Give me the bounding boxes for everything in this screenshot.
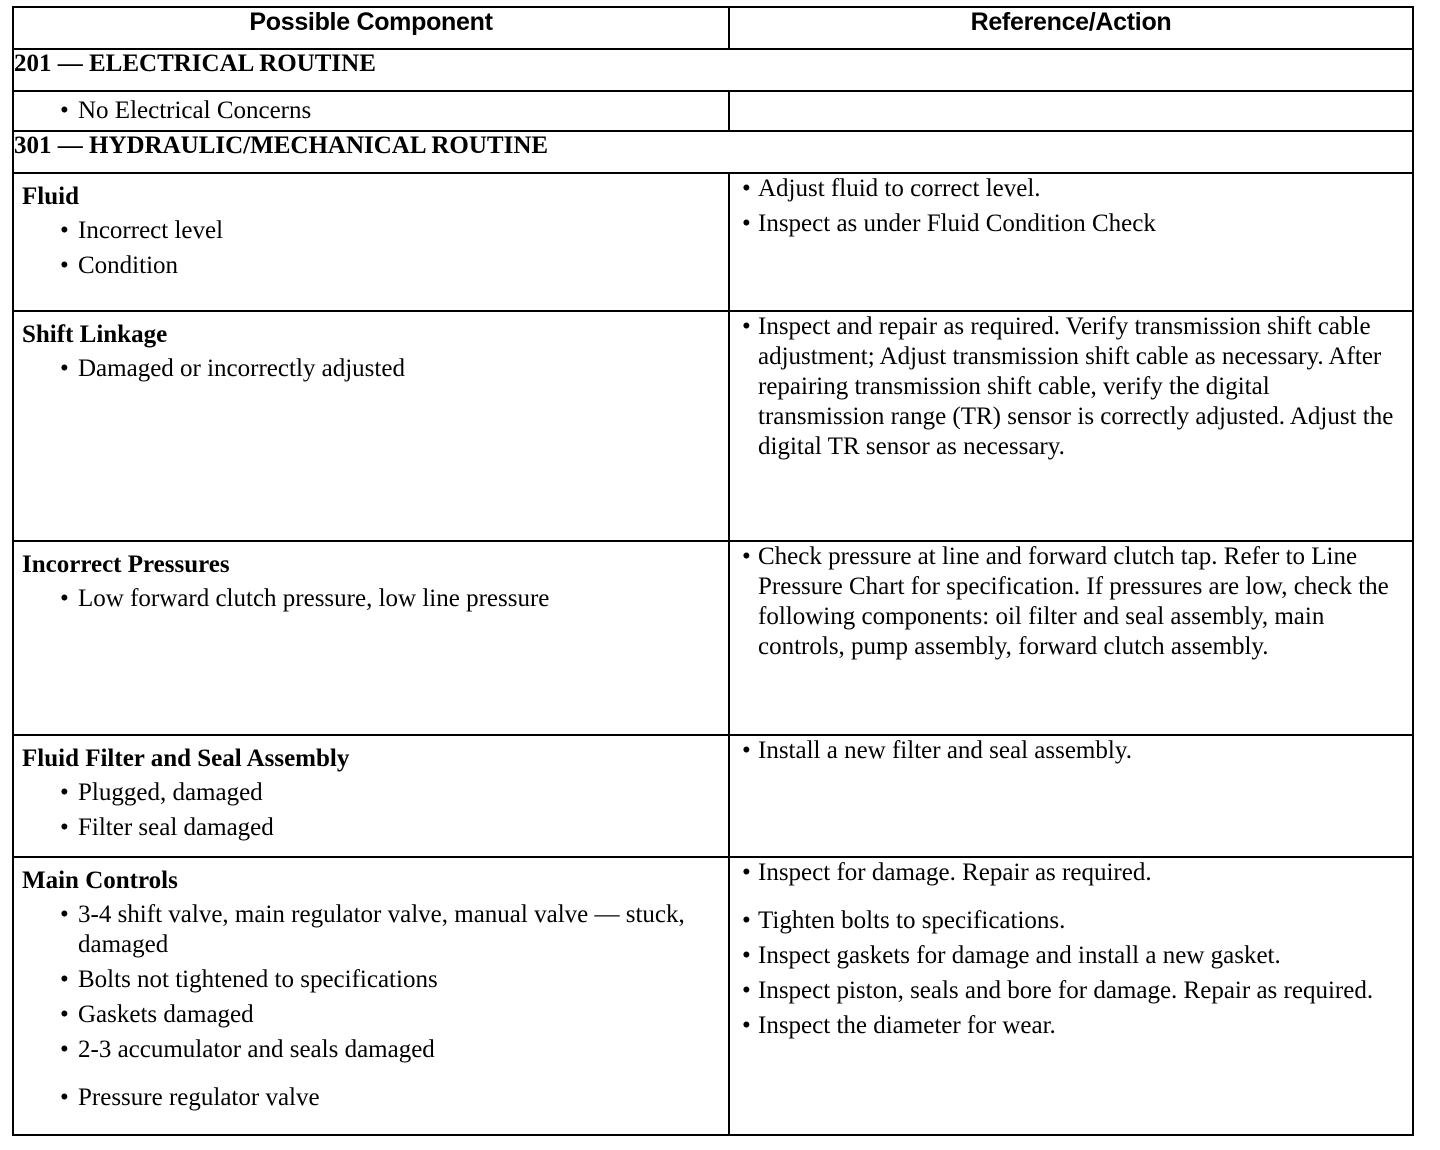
header-possible-component: Possible Component — [13, 7, 729, 49]
action-cell — [729, 173, 1413, 311]
list-item: • Check pressure at line and forward clutch tap. Refer to Line Pressure Chart for specification. If pressures are low, check the following components: oil filter and seal assembly, main controls, pump assembly, forward clutch assembly. — [730, 542, 1398, 662]
action-list — [730, 858, 1412, 1054]
list-item: • Low forward clutch pressure, low line pressure — [14, 584, 728, 614]
action-list — [730, 174, 1412, 252]
list-item: • Incorrect level — [14, 216, 728, 246]
list-item: • Inspect as under Fluid Condition Check — [730, 209, 1398, 239]
component-list — [14, 212, 728, 294]
component-cell — [13, 541, 729, 735]
section-title-hydraulic: 301 — HYDRAULIC/MECHANICAL ROUTINE — [13, 131, 1413, 173]
section-row-201 — [13, 49, 1413, 91]
action-cell — [729, 91, 1413, 131]
group-title: Main Controls — [22, 867, 178, 894]
table-header-row — [13, 7, 1413, 49]
action-cell — [729, 311, 1413, 541]
list-item: • Inspect and repair as required. Verify transmission shift cable adjustment; Adjust transmission shift cable as necessary. After repairing transmission shift cable, verify the digital transmission range (TR) sensor is correctly adjusted. Adjust the digital TR sensor as necessary. — [730, 312, 1398, 462]
action-cell — [729, 857, 1413, 1135]
table-row-shift-linkage — [13, 311, 1413, 541]
list-item: • Gaskets damaged — [14, 1000, 728, 1030]
group-title: Fluid — [22, 183, 79, 210]
component-cell — [13, 857, 729, 1135]
component-cell — [13, 735, 729, 857]
table-row-fluid-filter — [13, 735, 1413, 857]
table-row-main-controls — [13, 857, 1413, 1135]
component-cell — [13, 173, 729, 311]
list-item: • No Electrical Concerns — [14, 96, 728, 126]
list-item: • Bolts not tightened to specifications — [14, 965, 728, 995]
list-item: • Inspect for damage. Repair as required. — [730, 858, 1398, 888]
list-item: • Plugged, damaged — [14, 778, 728, 808]
list-item: • Inspect the diameter for wear. — [730, 1011, 1398, 1041]
list-item: • Condition — [14, 251, 728, 281]
group-title: Fluid Filter and Seal Assembly — [22, 745, 350, 772]
component-list — [14, 896, 728, 1126]
diagnosis-table — [12, 6, 1414, 1136]
action-cell — [729, 735, 1413, 857]
component-cell — [13, 311, 729, 541]
table-row-fluid — [13, 173, 1413, 311]
list-item: • Inspect piston, seals and bore for damage. Repair as required. — [730, 976, 1398, 1006]
list-item: • Pressure regulator valve — [14, 1083, 728, 1113]
list-item: • Filter seal damaged — [14, 813, 728, 843]
action-cell — [729, 541, 1413, 735]
table-row-incorrect-pressures — [13, 541, 1413, 735]
component-list — [14, 774, 728, 856]
component-list — [14, 350, 728, 397]
action-list — [730, 542, 1412, 675]
section-row-301 — [13, 131, 1413, 173]
group-title: Shift Linkage — [22, 321, 168, 348]
list-item: • Inspect gaskets for damage and install a new gasket. — [730, 941, 1398, 971]
table-row — [13, 91, 1413, 131]
group-title: Incorrect Pressures — [22, 551, 230, 578]
list-item: • Damaged or incorrectly adjusted — [14, 354, 728, 384]
component-cell — [13, 91, 729, 131]
list-item: • Adjust fluid to correct level. — [730, 174, 1398, 204]
action-list — [730, 312, 1412, 475]
list-item: • 2-3 accumulator and seals damaged — [14, 1035, 728, 1065]
list-item: • Tighten bolts to specifications. — [730, 906, 1398, 936]
list-item: • 3-4 shift valve, main regulator valve, manual valve — stuck, damaged — [14, 900, 728, 960]
list-item: • Install a new filter and seal assembly. — [730, 736, 1398, 766]
component-list — [14, 580, 728, 627]
section-title-electrical: 201 — ELECTRICAL ROUTINE — [13, 49, 1413, 91]
header-reference-action: Reference/Action — [729, 7, 1413, 49]
action-list — [730, 736, 1412, 779]
